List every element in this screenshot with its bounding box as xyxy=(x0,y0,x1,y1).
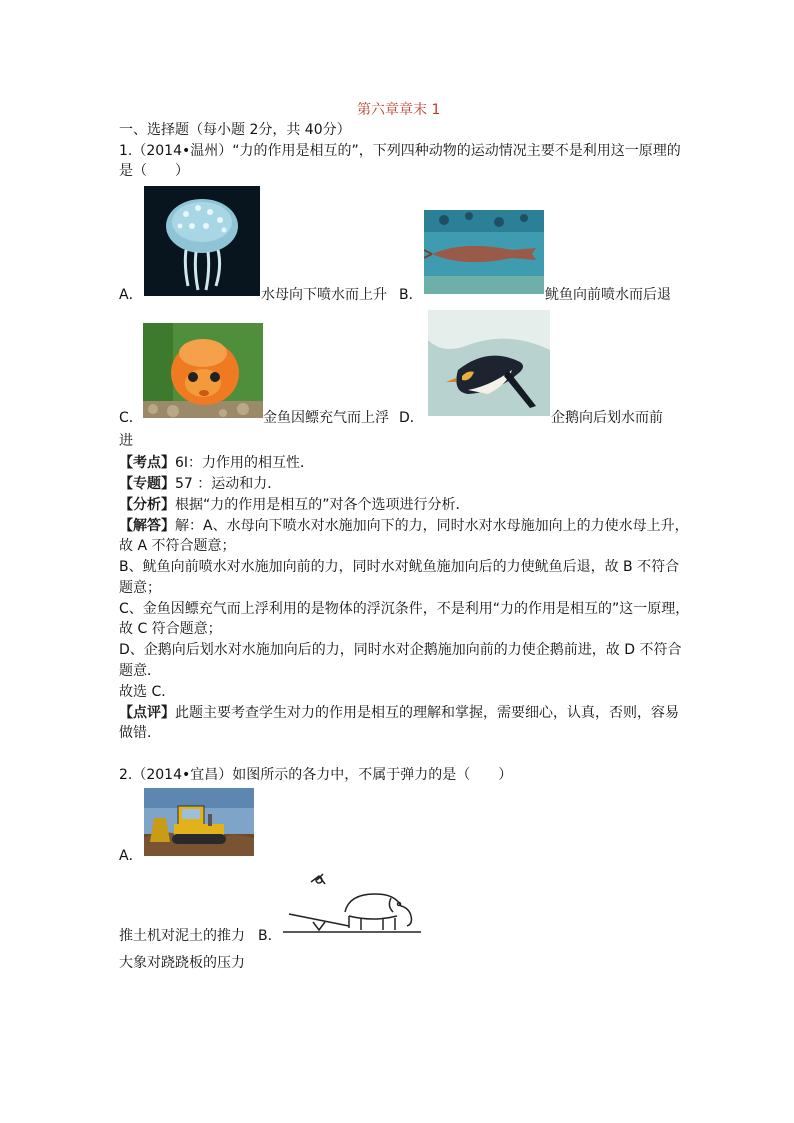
zhuanti-row xyxy=(119,473,281,493)
jieda-line-8: 题意． xyxy=(119,663,161,679)
section-heading: 一、选择题（每小题 2分，共 40分） xyxy=(119,122,351,138)
question-1-stem: 1.（2014•温州）“力的作用是相互的”，下列四种动物的运动情况主要不是利用这一原理的 xyxy=(119,143,681,159)
q1-option-b-text: 鱿鱼向前喷水而后退 xyxy=(545,287,671,303)
goldfish-image xyxy=(143,323,263,418)
kaodian-tag: 【考点】 xyxy=(119,455,175,471)
page-title: 第六章章末 1 xyxy=(357,102,441,118)
q1-option-d-text-cont: 进 xyxy=(119,433,133,449)
fenxi-text: 根据“力的作用是相互的”对各个选项进行分析． xyxy=(175,497,470,513)
q2-option-b-label: B． xyxy=(258,928,282,944)
jieda-tag: 【解答】 xyxy=(119,518,175,534)
question-2-stem: 2.（2014•宜昌）如图所示的各力中，不属于弹力的是（ ） xyxy=(119,767,513,783)
kaodian-text: 6I：力作用的相互性． xyxy=(175,455,315,471)
jieda-line-2: 故 A 不符合题意； xyxy=(119,538,236,554)
jieda-row xyxy=(119,515,689,535)
zhuanti-tag: 【专题】 xyxy=(119,476,175,492)
dianping-row xyxy=(119,702,679,722)
jieda-line-3: B、鱿鱼向前喷水对水施加向前的力，同时水对鱿鱼施加向后的力使鱿鱼后退，故 B 不符合 xyxy=(119,559,680,575)
q2-option-a-text: 推土机对泥土的推力 xyxy=(119,928,245,944)
dianping-tag: 【点评】 xyxy=(119,705,175,721)
fenxi-row xyxy=(119,494,470,514)
elephant-seesaw-image xyxy=(283,872,421,936)
q1-option-d-text: 企鹅向后划水而前 xyxy=(551,410,663,426)
q1-option-c-text: 金鱼因鳔充气而上浮 xyxy=(263,410,389,426)
jieda-line-7: D、企鹅向后划水对水施加向后的力，同时水对企鹅施加向前的力使企鹅前进，故 D 不符合 xyxy=(119,642,682,658)
q1-option-d-label: D． xyxy=(399,410,424,426)
jellyfish-image xyxy=(144,186,260,296)
bulldozer-image xyxy=(144,788,254,856)
jieda-line-6: 故 C 符合题意； xyxy=(119,621,222,637)
squid-image xyxy=(424,210,544,294)
zhuanti-text: 57 ：运动和力． xyxy=(175,476,282,492)
kaodian-row xyxy=(119,452,314,472)
q2-option-b-text: 大象对跷跷板的压力 xyxy=(119,955,245,971)
q2-option-a-label: A． xyxy=(119,848,143,864)
q1-option-a-label: A． xyxy=(119,287,143,303)
question-1-stem-cont: 是（ ） xyxy=(119,163,189,179)
fenxi-tag: 【分析】 xyxy=(119,497,175,513)
jieda-line-4: 题意； xyxy=(119,580,161,596)
q1-option-c-label: C． xyxy=(119,410,143,426)
jieda-line-5: C、金鱼因鳔充气而上浮利用的是物体的浮沉条件，不是利用“力的作用是相互的”这一原理， xyxy=(119,601,690,617)
dianping-line-2: 做错． xyxy=(119,725,161,741)
q1-option-a-text: 水母向下喷水而上升 xyxy=(261,287,387,303)
jieda-line-1: 解：A、水母向下喷水对水施加向下的力，同时水对水母施加向上的力使水母上升， xyxy=(175,518,689,534)
dianping-line-1: 此题主要考查学生对力的作用是相互的理解和掌握，需要细心，认真，否则，容易 xyxy=(175,705,679,721)
penguin-image xyxy=(428,310,550,416)
answer-line: 故选 C． xyxy=(119,684,176,700)
q1-option-b-label: B． xyxy=(399,287,423,303)
